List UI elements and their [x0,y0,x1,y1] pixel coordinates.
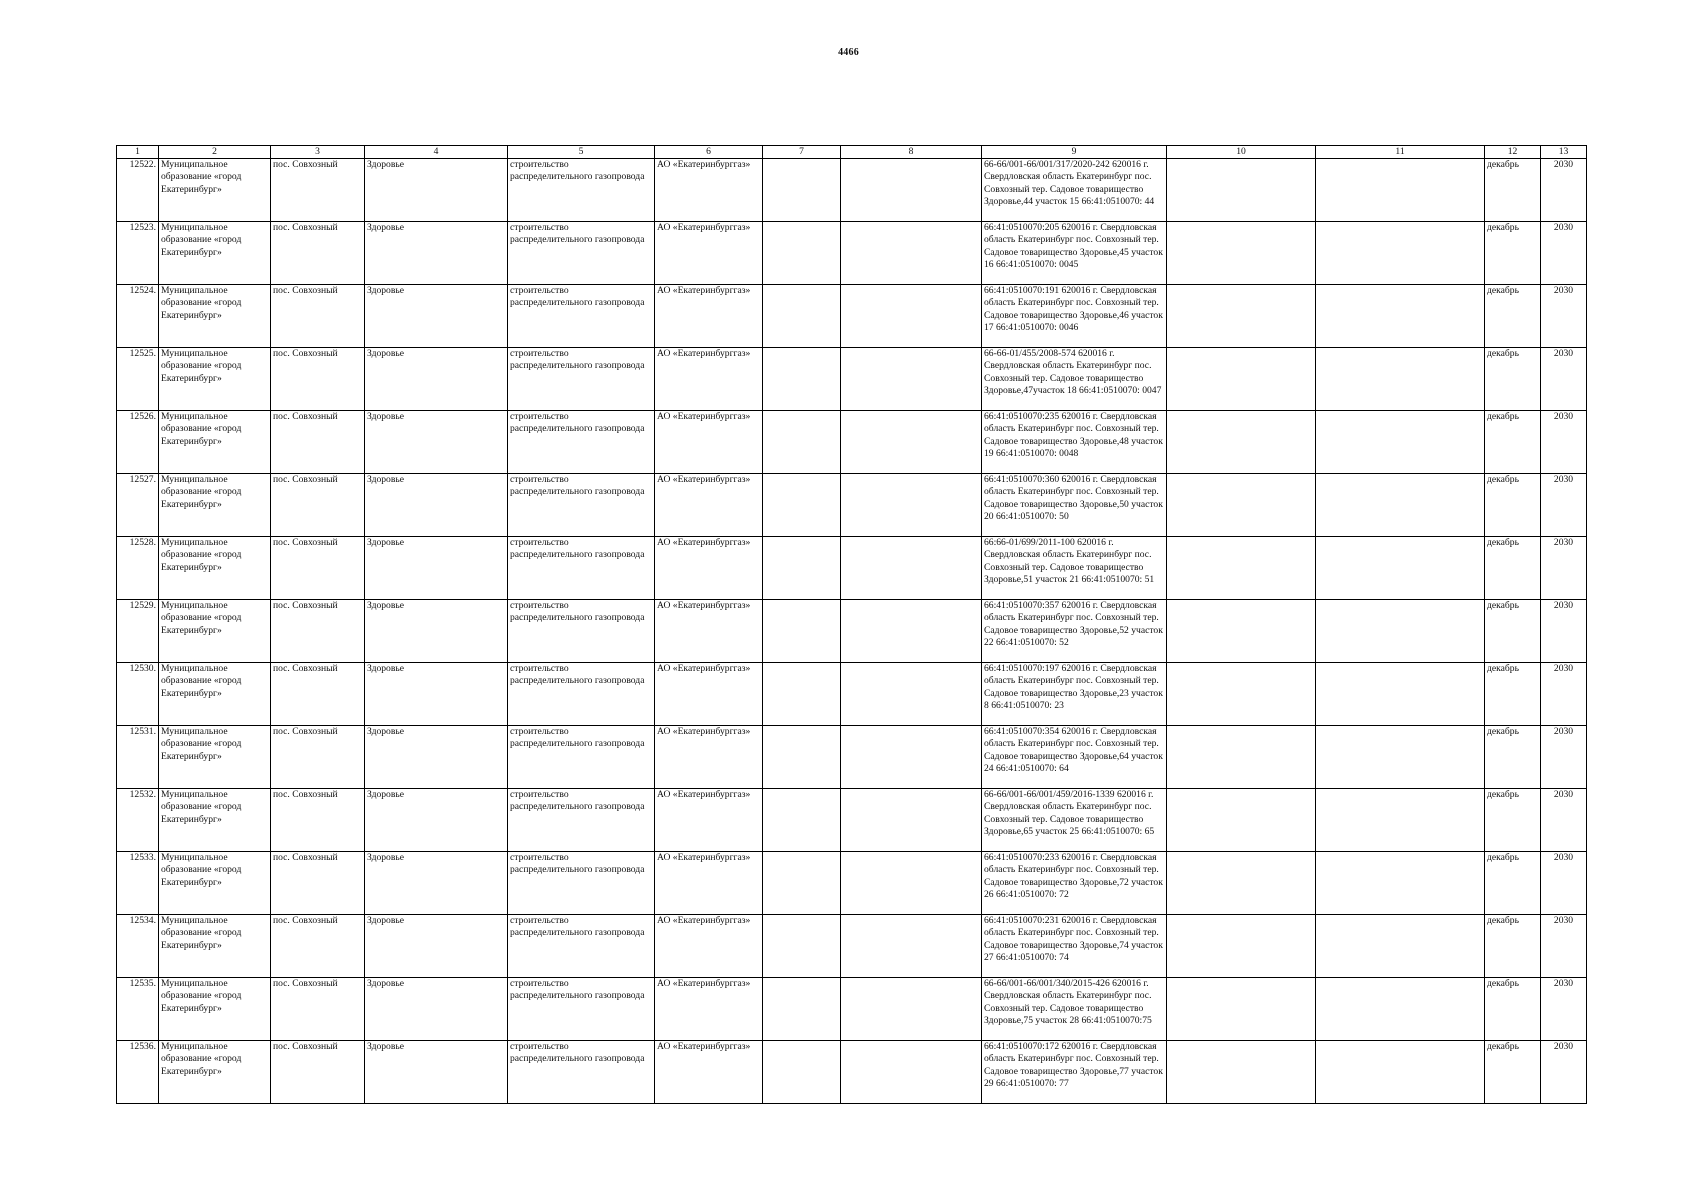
organization-cell: Муниципальное образование «город Екатеринбург» [159,663,271,726]
cadastral-address-cell: 66:41:0510070:197 620016 г. Свердловская область Екатеринбург пос. Совхозный тер. Садовое товарищество Здоровье,23 участок 8 66:41:0510070: 23 [982,663,1167,726]
table-row [117,285,1587,348]
row-number-cell: 12526. [117,411,159,474]
organization-cell: Муниципальное образование «город Екатеринбург» [159,978,271,1041]
organization-cell: Муниципальное образование «город Екатеринбург» [159,852,271,915]
column-8-cell [841,915,982,978]
table-row [117,159,1587,222]
column-header-1: 1 [117,146,159,159]
purpose-cell: строительство распределительного газопровода [508,726,655,789]
column-11-cell [1316,537,1485,600]
garden-area-cell: Здоровье [365,600,508,663]
column-11-cell [1316,600,1485,663]
table-row [117,663,1587,726]
table-row [117,915,1587,978]
garden-area-cell: Здоровье [365,789,508,852]
table-body [117,159,1587,1104]
column-10-cell [1167,726,1316,789]
column-10-cell [1167,852,1316,915]
column-7-cell [763,537,841,600]
row-number-cell: 12533. [117,852,159,915]
column-11-cell [1316,915,1485,978]
column-7-cell [763,222,841,285]
settlement-cell: пос. Совхозный [271,285,365,348]
column-7-cell [763,789,841,852]
year-cell: 2030 [1541,978,1587,1041]
table-row [117,978,1587,1041]
garden-area-cell: Здоровье [365,285,508,348]
column-7-cell [763,348,841,411]
column-10-cell [1167,600,1316,663]
garden-area-cell: Здоровье [365,915,508,978]
table-row [117,852,1587,915]
column-7-cell [763,474,841,537]
column-11-cell [1316,411,1485,474]
month-cell: декабрь [1485,978,1541,1041]
column-header-11: 11 [1316,146,1485,159]
column-7-cell [763,159,841,222]
organization-cell: Муниципальное образование «город Екатеринбург» [159,348,271,411]
operator-cell: АО «Екатеринбурггаз» [655,222,763,285]
column-11-cell [1316,222,1485,285]
column-10-cell [1167,285,1316,348]
cadastral-address-cell: 66-66-01/455/2008-574 620016 г. Свердловская область Екатеринбург пос. Совхозный тер. Садовое товарищество Здоровье,47участок 18 66:41:0510070: 0047 [982,348,1167,411]
column-7-cell [763,1041,841,1104]
column-10-cell [1167,789,1316,852]
month-cell: декабрь [1485,600,1541,663]
purpose-cell: строительство распределительного газопровода [508,600,655,663]
column-10-cell [1167,978,1316,1041]
organization-cell: Муниципальное образование «город Екатеринбург» [159,285,271,348]
organization-cell: Муниципальное образование «город Екатеринбург» [159,726,271,789]
month-cell: декабрь [1485,222,1541,285]
month-cell: декабрь [1485,663,1541,726]
column-10-cell [1167,537,1316,600]
operator-cell: АО «Екатеринбурггаз» [655,726,763,789]
column-7-cell [763,915,841,978]
column-11-cell [1316,1041,1485,1104]
row-number-cell: 12536. [117,1041,159,1104]
column-7-cell [763,978,841,1041]
garden-area-cell: Здоровье [365,726,508,789]
column-8-cell [841,1041,982,1104]
year-cell: 2030 [1541,600,1587,663]
month-cell: декабрь [1485,1041,1541,1104]
purpose-cell: строительство распределительного газопровода [508,285,655,348]
column-8-cell [841,726,982,789]
garden-area-cell: Здоровье [365,474,508,537]
column-header-8: 8 [841,146,982,159]
column-header-6: 6 [655,146,763,159]
organization-cell: Муниципальное образование «город Екатеринбург» [159,474,271,537]
column-10-cell [1167,159,1316,222]
register-table [116,145,1587,1104]
row-number-cell: 12529. [117,600,159,663]
year-cell: 2030 [1541,726,1587,789]
column-11-cell [1316,474,1485,537]
settlement-cell: пос. Совхозный [271,852,365,915]
cadastral-address-cell: 66:41:0510070:231 620016 г. Свердловская область Екатеринбург пос. Совхозный тер. Садовое товарищество Здоровье,74 участок 27 66:41:0510070: 74 [982,915,1167,978]
cadastral-address-cell: 66:41:0510070:354 620016 г. Свердловская область Екатеринбург пос. Совхозный тер. Садовое товарищество Здоровье,64 участок 24 66:41:0510070: 64 [982,726,1167,789]
row-number-cell: 12535. [117,978,159,1041]
cadastral-address-cell: 66:41:0510070:205 620016 г. Свердловская область Екатеринбург пос. Совхозный тер. Садовое товарищество Здоровье,45 участок 16 66:41:0510070: 0045 [982,222,1167,285]
purpose-cell: строительство распределительного газопровода [508,1041,655,1104]
garden-area-cell: Здоровье [365,1041,508,1104]
column-10-cell [1167,411,1316,474]
cadastral-address-cell: 66:41:0510070:360 620016 г. Свердловская область Екатеринбург пос. Совхозный тер. Садовое товарищество Здоровье,50 участок 20 66:41:0510070: 50 [982,474,1167,537]
garden-area-cell: Здоровье [365,159,508,222]
settlement-cell: пос. Совхозный [271,348,365,411]
organization-cell: Муниципальное образование «город Екатеринбург» [159,915,271,978]
column-11-cell [1316,726,1485,789]
table-row [117,726,1587,789]
column-11-cell [1316,348,1485,411]
settlement-cell: пос. Совхозный [271,978,365,1041]
month-cell: декабрь [1485,789,1541,852]
cadastral-address-cell: 66:66-01/699/2011-100 620016 г. Свердловская область Екатеринбург пос. Совхозный тер. Садовое товарищество Здоровье,51 участок 21 66:41:0510070: 51 [982,537,1167,600]
year-cell: 2030 [1541,537,1587,600]
column-8-cell [841,789,982,852]
column-header-13: 13 [1541,146,1587,159]
year-cell: 2030 [1541,1041,1587,1104]
operator-cell: АО «Екатеринбурггаз» [655,852,763,915]
garden-area-cell: Здоровье [365,411,508,474]
column-8-cell [841,978,982,1041]
column-10-cell [1167,474,1316,537]
column-8-cell [841,852,982,915]
operator-cell: АО «Екатеринбурггаз» [655,474,763,537]
operator-cell: АО «Екатеринбурггаз» [655,600,763,663]
settlement-cell: пос. Совхозный [271,411,365,474]
table-row [117,348,1587,411]
purpose-cell: строительство распределительного газопровода [508,411,655,474]
organization-cell: Муниципальное образование «город Екатеринбург» [159,159,271,222]
cadastral-address-cell: 66:41:0510070:191 620016 г. Свердловская область Екатеринбург пос. Совхозный тер. Садовое товарищество Здоровье,46 участок 17 66:41:0510070: 0046 [982,285,1167,348]
garden-area-cell: Здоровье [365,537,508,600]
organization-cell: Муниципальное образование «город Екатеринбург» [159,222,271,285]
column-10-cell [1167,348,1316,411]
operator-cell: АО «Екатеринбурггаз» [655,537,763,600]
column-header-4: 4 [365,146,508,159]
column-header-9: 9 [982,146,1167,159]
table-row [117,474,1587,537]
year-cell: 2030 [1541,222,1587,285]
column-10-cell [1167,222,1316,285]
cadastral-address-cell: 66-66/001-66/001/340/2015-426 620016 г. Свердловская область Екатеринбург пос. Совхозный тер. Садовое товарищество Здоровье,75 участок 28 66:41:0510070:75 [982,978,1167,1041]
column-header-7: 7 [763,146,841,159]
purpose-cell: строительство распределительного газопровода [508,663,655,726]
table-row [117,411,1587,474]
column-11-cell [1316,789,1485,852]
year-cell: 2030 [1541,348,1587,411]
column-8-cell [841,285,982,348]
organization-cell: Муниципальное образование «город Екатеринбург» [159,600,271,663]
table-row [117,789,1587,852]
purpose-cell: строительство распределительного газопровода [508,348,655,411]
row-number-cell: 12527. [117,474,159,537]
cadastral-address-cell: 66:41:0510070:235 620016 г. Свердловская область Екатеринбург пос. Совхозный тер. Садовое товарищество Здоровье,48 участок 19 66:41:0510070: 0048 [982,411,1167,474]
purpose-cell: строительство распределительного газопровода [508,537,655,600]
cadastral-address-cell: 66:41:0510070:233 620016 г. Свердловская область Екатеринбург пос. Совхозный тер. Садовое товарищество Здоровье,72 участок 26 66:41:0510070: 72 [982,852,1167,915]
year-cell: 2030 [1541,411,1587,474]
row-number-cell: 12532. [117,789,159,852]
year-cell: 2030 [1541,285,1587,348]
organization-cell: Муниципальное образование «город Екатеринбург» [159,1041,271,1104]
column-11-cell [1316,663,1485,726]
column-10-cell [1167,663,1316,726]
month-cell: декабрь [1485,915,1541,978]
purpose-cell: строительство распределительного газопровода [508,852,655,915]
column-7-cell [763,726,841,789]
row-number-cell: 12523. [117,222,159,285]
column-number-row [117,146,1587,159]
month-cell: декабрь [1485,474,1541,537]
column-header-12: 12 [1485,146,1541,159]
settlement-cell: пос. Совхозный [271,663,365,726]
column-7-cell [763,600,841,663]
month-cell: декабрь [1485,348,1541,411]
month-cell: декабрь [1485,726,1541,789]
month-cell: декабрь [1485,411,1541,474]
column-11-cell [1316,285,1485,348]
settlement-cell: пос. Совхозный [271,726,365,789]
garden-area-cell: Здоровье [365,978,508,1041]
year-cell: 2030 [1541,663,1587,726]
settlement-cell: пос. Совхозный [271,1041,365,1104]
column-8-cell [841,537,982,600]
column-11-cell [1316,978,1485,1041]
column-11-cell [1316,159,1485,222]
settlement-cell: пос. Совхозный [271,159,365,222]
purpose-cell: строительство распределительного газопровода [508,222,655,285]
purpose-cell: строительство распределительного газопровода [508,915,655,978]
cadastral-address-cell: 66:41:0510070:172 620016 г. Свердловская область Екатеринбург пос. Совхозный тер. Садовое товарищество Здоровье,77 участок 29 66:41:0510070: 77 [982,1041,1167,1104]
purpose-cell: строительство распределительного газопровода [508,978,655,1041]
month-cell: декабрь [1485,159,1541,222]
operator-cell: АО «Екатеринбурггаз» [655,789,763,852]
operator-cell: АО «Екатеринбурггаз» [655,663,763,726]
row-number-cell: 12534. [117,915,159,978]
garden-area-cell: Здоровье [365,663,508,726]
operator-cell: АО «Екатеринбурггаз» [655,285,763,348]
cadastral-address-cell: 66:41:0510070:357 620016 г. Свердловская область Екатеринбург пос. Совхозный тер. Садовое товарищество Здоровье,52 участок 22 66:41:0510070: 52 [982,600,1167,663]
garden-area-cell: Здоровье [365,348,508,411]
row-number-cell: 12524. [117,285,159,348]
table-row [117,1041,1587,1104]
table-row [117,222,1587,285]
column-10-cell [1167,915,1316,978]
row-number-cell: 12522. [117,159,159,222]
operator-cell: АО «Екатеринбурггаз» [655,411,763,474]
year-cell: 2030 [1541,915,1587,978]
purpose-cell: строительство распределительного газопровода [508,789,655,852]
column-8-cell [841,600,982,663]
settlement-cell: пос. Совхозный [271,915,365,978]
settlement-cell: пос. Совхозный [271,222,365,285]
row-number-cell: 12530. [117,663,159,726]
row-number-cell: 12525. [117,348,159,411]
year-cell: 2030 [1541,474,1587,537]
year-cell: 2030 [1541,852,1587,915]
column-10-cell [1167,1041,1316,1104]
column-7-cell [763,663,841,726]
column-header-2: 2 [159,146,271,159]
column-header-10: 10 [1167,146,1316,159]
operator-cell: АО «Екатеринбурггаз» [655,1041,763,1104]
table-row [117,537,1587,600]
settlement-cell: пос. Совхозный [271,600,365,663]
settlement-cell: пос. Совхозный [271,474,365,537]
purpose-cell: строительство распределительного газопровода [508,474,655,537]
column-header-3: 3 [271,146,365,159]
organization-cell: Муниципальное образование «город Екатеринбург» [159,789,271,852]
purpose-cell: строительство распределительного газопровода [508,159,655,222]
column-7-cell [763,852,841,915]
operator-cell: АО «Екатеринбурггаз» [655,348,763,411]
column-11-cell [1316,852,1485,915]
settlement-cell: пос. Совхозный [271,537,365,600]
operator-cell: АО «Екатеринбурггаз» [655,915,763,978]
column-8-cell [841,663,982,726]
table-row [117,600,1587,663]
month-cell: декабрь [1485,285,1541,348]
column-header-5: 5 [508,146,655,159]
year-cell: 2030 [1541,789,1587,852]
column-8-cell [841,411,982,474]
month-cell: декабрь [1485,852,1541,915]
row-number-cell: 12531. [117,726,159,789]
organization-cell: Муниципальное образование «город Екатеринбург» [159,411,271,474]
operator-cell: АО «Екатеринбурггаз» [655,159,763,222]
column-8-cell [841,474,982,537]
column-8-cell [841,348,982,411]
column-7-cell [763,411,841,474]
column-8-cell [841,222,982,285]
cadastral-address-cell: 66-66/001-66/001/317/2020-242 620016 г. Свердловская область Екатеринбург пос. Совхозный тер. Садовое товарищество Здоровье,44 участок 15 66:41:0510070: 44 [982,159,1167,222]
cadastral-address-cell: 66-66/001-66/001/459/2016-1339 620016 г. Свердловская область Екатеринбург пос. Совхозный тер. Садовое товарищество Здоровье,65 участок 25 66:41:0510070: 65 [982,789,1167,852]
operator-cell: АО «Екатеринбурггаз» [655,978,763,1041]
column-7-cell [763,285,841,348]
month-cell: декабрь [1485,537,1541,600]
year-cell: 2030 [1541,159,1587,222]
settlement-cell: пос. Совхозный [271,789,365,852]
row-number-cell: 12528. [117,537,159,600]
garden-area-cell: Здоровье [365,852,508,915]
organization-cell: Муниципальное образование «город Екатеринбург» [159,537,271,600]
garden-area-cell: Здоровье [365,222,508,285]
column-8-cell [841,159,982,222]
page-number: 4466 [838,47,859,58]
